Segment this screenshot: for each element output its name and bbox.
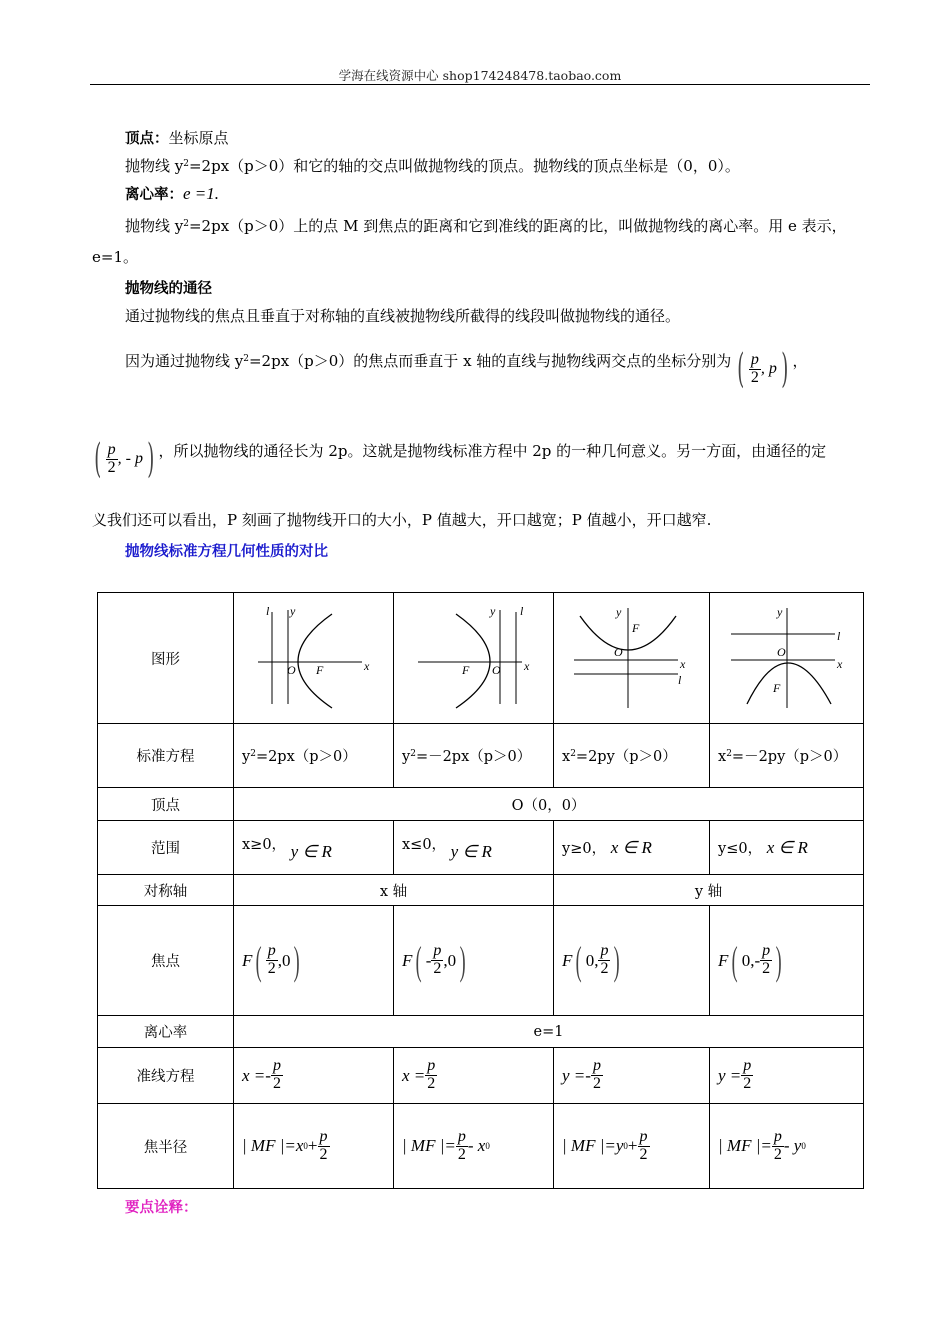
equation-cell: $x^2=-2py(p>0)$ [710, 724, 864, 788]
svg-text:y: y [776, 604, 782, 619]
svg-text:l: l [519, 603, 523, 618]
svg-text:F: F [631, 620, 639, 635]
svg-text:O: O [613, 644, 623, 659]
table-row [98, 1104, 864, 1189]
focus-cell: F ( 0,- $\frac{p}{2}$ ) [710, 906, 864, 1016]
svg-text:x: x [363, 658, 369, 673]
row-label: 准线方程 [98, 1048, 234, 1104]
eccentricity-line [125, 183, 219, 204]
vertex-cell: O（0，0） [234, 788, 864, 821]
row-label: 焦点 [98, 906, 234, 1016]
focus-cell: F ( - $\frac{p}{2}$ ,0 ) [394, 906, 554, 1016]
compare-title: 抛物线标准方程几何性质的对比 [125, 544, 328, 560]
equation-cell: $y^2=2px(p>0)$ [234, 724, 394, 788]
header-rule [90, 84, 870, 85]
eccentricity-label: 离心率： [125, 187, 183, 203]
focal-radius-cell: | MF |= x 0 + $\frac{p}{2}$ [234, 1104, 394, 1189]
row-label: 范围 [98, 821, 234, 875]
directrix-cell: y =- $\frac{p}{2}$ [554, 1048, 710, 1104]
row-label: 焦半径 [98, 1104, 234, 1189]
range-cell: x≤0， y ∈ R [394, 821, 554, 875]
graph-cell [710, 593, 864, 724]
vertex-value: 坐标原点 [168, 129, 229, 147]
table-row [98, 724, 864, 788]
svg-text:l: l [265, 603, 269, 618]
svg-text:O: O [286, 662, 296, 677]
svg-text:y: y [289, 603, 295, 618]
graph-left-open [414, 604, 534, 709]
vertex-label: 顶点： [125, 131, 169, 147]
latus-line-2: ( $\frac{p}{2}$ , - p ) ，所以抛物线的通径长为 2p。这就是抛物线标准方程中 2p 的一种几何意义。另一方面，由通径的定 [90, 436, 826, 482]
endpoint-upper: ( $\frac{p}{2}$ , p ) [737, 346, 789, 392]
latus-rectum-title: 抛物线的通径 [125, 281, 212, 297]
row-label: 顶点 [98, 788, 234, 821]
svg-text:F: F [772, 680, 780, 695]
svg-text:l: l [836, 628, 840, 643]
svg-text:O: O [491, 662, 501, 677]
svg-text:F: F [461, 662, 469, 677]
table-row [98, 821, 864, 875]
eccentricity-value: e =1. [183, 184, 220, 203]
focal-radius-cell: | MF |= $\frac{p}{2}$ - y 0 [710, 1104, 864, 1189]
axis-cell: x 轴 [234, 875, 554, 906]
graph-right-open [254, 604, 374, 709]
vertex-definition: 抛物线 $y^2=2px(p>0)$和它的轴的交点叫做抛物线的顶点。抛物线的顶点坐标是（0，0）。 [125, 157, 740, 175]
focal-radius-cell: | MF |= y 0 + $\frac{p}{2}$ [554, 1104, 710, 1189]
svg-text:x: x [836, 656, 842, 671]
svg-text:O: O [776, 644, 786, 659]
svg-text:l: l [677, 672, 681, 687]
graph-cell [394, 593, 554, 724]
page-header: 学海在线资源中心 shop174248478.taobao.com [338, 68, 622, 83]
directrix-cell: x = $\frac{p}{2}$ [394, 1048, 554, 1104]
svg-text:y: y [489, 603, 495, 618]
vertex-line [125, 127, 229, 148]
latus-line-1: 因为通过抛物线 $y^2=2px(p>0)$的焦点而垂直于 x 轴的直线与抛物线两交点的坐标分别为 ( $\frac{p}{2}$ , p ) ， [125, 346, 808, 392]
svg-text:x: x [679, 656, 685, 671]
graph-cell [234, 593, 394, 724]
focus-cell: F ( $\frac{p}{2}$ ,0 ) [234, 906, 394, 1016]
table-row [98, 788, 864, 821]
key-points-title: 要点诠释： [125, 1200, 198, 1216]
comparison-table [97, 592, 864, 1189]
graph-up-open [572, 604, 692, 709]
directrix-cell: x =- $\frac{p}{2}$ [234, 1048, 394, 1104]
focal-radius-cell: | MF |= $\frac{p}{2}$ - x 0 [394, 1104, 554, 1189]
table-row [98, 906, 864, 1016]
range-cell: x≥0， y ∈ R [234, 821, 394, 875]
table-row [98, 1016, 864, 1048]
row-label: 图形 [98, 593, 234, 724]
row-label: 离心率 [98, 1016, 234, 1048]
equation-cell: $y^2=-2px(p>0)$ [394, 724, 554, 788]
focus-cell: F ( 0, $\frac{p}{2}$ ) [554, 906, 710, 1016]
latus-line-3: 义我们还可以看出，P 刻画了抛物线开口的大小，P 值越大，开口越宽；P 值越小，开口越窄. [92, 511, 712, 529]
row-label: 标准方程 [98, 724, 234, 788]
eccentricity-definition-end: e=1。 [92, 248, 138, 266]
directrix-cell: y = $\frac{p}{2}$ [710, 1048, 864, 1104]
eccentricity-definition: 抛物线 $y^2=2px(p>0)$上的点 M 到焦点的距离和它到准线的距离的比，叫做抛物线的离心率。用 e 表示， [125, 217, 847, 235]
range-cell: y≤0， x ∈ R [710, 821, 864, 875]
svg-text:y: y [615, 604, 621, 619]
table-row [98, 875, 864, 906]
latus-rectum-definition: 通过抛物线的焦点且垂直于对称轴的直线被抛物线所截得的线段叫做抛物线的通径。 [125, 307, 681, 325]
range-cell: y≥0， x ∈ R [554, 821, 710, 875]
table-row [98, 1048, 864, 1104]
axis-cell: y 轴 [554, 875, 864, 906]
equation-cell: $x^2=2py(p>0)$ [554, 724, 710, 788]
svg-text:F: F [315, 662, 323, 677]
graph-down-open [727, 604, 847, 709]
table-row [98, 593, 864, 724]
endpoint-lower: ( $\frac{p}{2}$ , - p ) [94, 436, 155, 482]
row-label: 对称轴 [98, 875, 234, 906]
eccentricity-cell: e=1 [234, 1016, 864, 1048]
svg-text:x: x [523, 658, 529, 673]
graph-cell [554, 593, 710, 724]
